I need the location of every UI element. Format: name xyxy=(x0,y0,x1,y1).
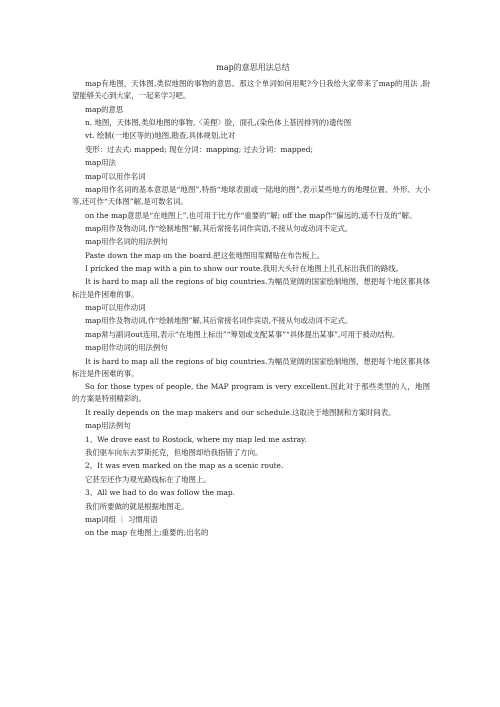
definition-noun: n. 地图，天体图,类似地图的事物,〈美俚〉脸，面孔,(染色体上基因排列的)遗传图 xyxy=(85,117,352,127)
page-title: map的意思用法总结 xyxy=(216,63,290,72)
subsection-heading: map可以用作名词 xyxy=(85,171,146,181)
example-sentence: It really depends on the map makers and our schedule.这取决于地图制和方案时间表。 xyxy=(85,407,396,417)
subsection-heading: map可以用作动词 xyxy=(85,303,146,313)
example-translation: 我们驱车向东去罗斯托克，但地图却给我指错了方向。 xyxy=(85,448,263,457)
section-heading: map词组 ｜ 习惯用语 xyxy=(85,514,158,524)
paragraph: map常与副词out连用,表示“在地图上标出”“筹划或支配某事”“具体提出某事”,可用于被动结构。 xyxy=(85,329,400,339)
paragraph: map用作及物动词,作“绘制地图”解,其后常接名词作宾语,不接从句或动词不定式。 xyxy=(85,316,353,326)
intro-paragraph: map有地图，天体图,类似地图的事物的意思。那这个单词如何用呢?今日我给大家带来了map的用法 ,盼望能够关心到大家，一起来学习吧。 xyxy=(72,79,430,101)
example-sentence: So for those types of people, the MAP program is very excellent.因此对于那些类型的人，地图的方案是特别精彩的。 xyxy=(72,382,430,404)
example-translation: 我们所要做的就是根据地图走。 xyxy=(85,501,189,511)
example-sentence: It is hard to map all the regions of big countries.为幅员宽阔的国家绘制地图，想把每个地区都具体标注是件困难的事。 xyxy=(72,277,430,299)
example-english: 1、We drove east to Rostock, where my map led me astray. xyxy=(85,434,307,444)
example-translation: 它甚至还作为观光路线标在了地图上。 xyxy=(85,474,211,484)
subsection-heading: map用作名词的用法例句 xyxy=(85,237,168,247)
subsection-heading: map用作动词的用法例句 xyxy=(85,343,168,353)
paragraph: map用作名词的基本意思是“地图”,特指“地球表面或一陆地的图”,表示某些地方的地理位置、外形、大小等,还可作“天体图”解,是可数名词。 xyxy=(72,184,430,207)
example-sentence: It is hard to map all the regions of big countries.为幅员宽阔的国家绘制地图，想把每个地区都具体标注是件困难的事。 xyxy=(72,356,430,378)
phrase-entry: on the map 在地图上;重要的;出名的 xyxy=(85,528,209,538)
example-english: 2、It was even marked on the map as a scenic route. xyxy=(85,461,284,471)
example-sentence: Paste down the map on the board.把这张地图用浆糊贴在布告板上。 xyxy=(85,250,325,260)
document-body xyxy=(72,78,430,540)
example-english: 3、All we had to do was follow the map. xyxy=(85,488,235,498)
section-heading: map用法例句 xyxy=(85,421,131,431)
section-heading: map用法 xyxy=(85,158,116,168)
inflections: 变形：过去式: mapped; 现在分词：mapping; 过去分词：mapped; xyxy=(85,144,313,154)
definition-verb: vt. 绘制(一地区等的)地图,勘查,具体规划,比对 xyxy=(85,131,236,141)
example-sentence: I pricked the map with a pin to show our route.我用大头针在地图上扎孔标出我们的路线。 xyxy=(85,264,404,274)
paragraph: map用作及物动词,作“绘制地图”解,其后常接名词作宾语,不接从句或动词不定式。 xyxy=(85,223,353,233)
section-heading: map的意思 xyxy=(85,104,124,114)
paragraph: on the map意思是“在地图上”,也可用于比方作“重要的”解; off the map作“偏远的,遥不行及的”解。 xyxy=(85,210,417,220)
